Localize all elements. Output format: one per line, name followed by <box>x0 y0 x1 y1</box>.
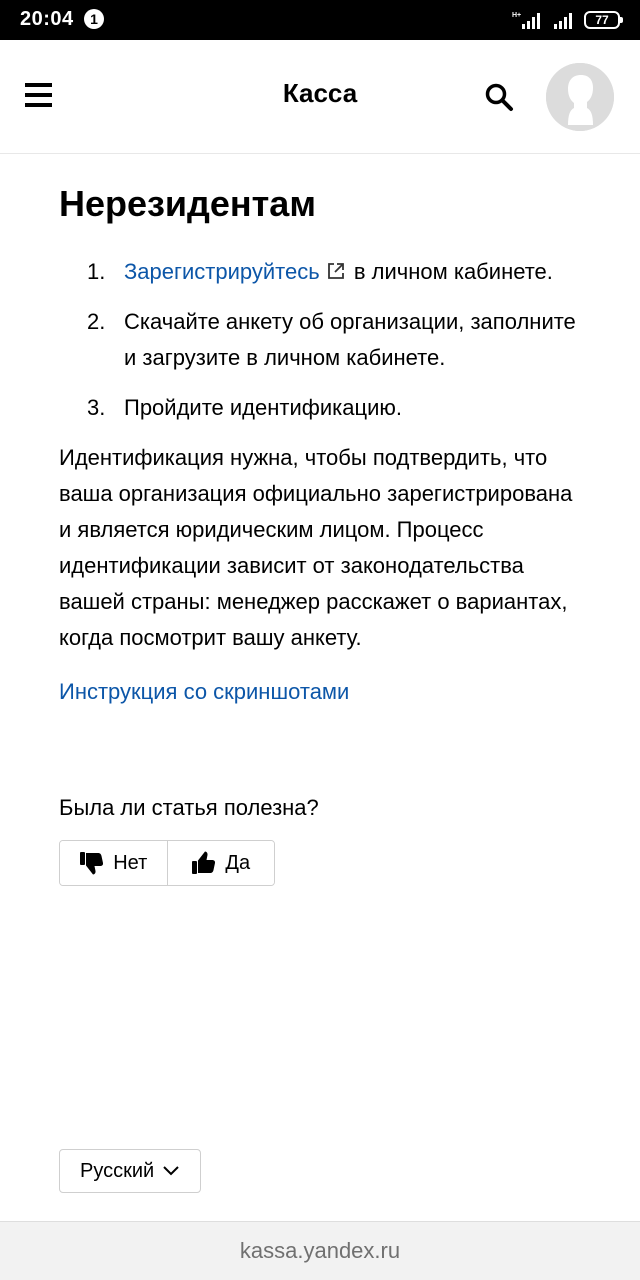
status-time: 20:04 <box>20 8 74 30</box>
svg-text:H+: H+ <box>512 12 522 19</box>
step-number: 3. <box>87 395 106 420</box>
external-link-icon[interactable] <box>326 261 346 281</box>
step-text: Скачайте анкету об организации, заполните и загрузите в личном кабинете. <box>124 309 576 370</box>
page-title: Нерезидентам <box>59 183 316 224</box>
signal-icon-2 <box>552 10 576 30</box>
register-link[interactable]: Зарегистрируйтесь <box>124 259 320 284</box>
menu-button[interactable] <box>22 78 56 112</box>
app-header <box>0 40 640 154</box>
article-content <box>59 180 589 886</box>
list-item <box>59 304 589 376</box>
browser-url-bar[interactable] <box>0 1221 640 1280</box>
thumbs-down-icon <box>79 850 105 876</box>
list-item <box>59 254 589 290</box>
feedback-no-button[interactable] <box>60 841 167 885</box>
list-item <box>59 390 589 426</box>
identification-paragraph: Идентификация нужна, чтобы подтвердить, что ваша организация официально зарегистрирована и является юридическим лицом. Процесс идентификации зависит от законодательства вашей страны: менеджер расскажет о вариантах, когда посмотрит вашу анкету. <box>59 445 573 650</box>
language-selected: Русский <box>80 1159 155 1182</box>
step-number: 1. <box>87 259 106 284</box>
notification-badge: 1 <box>84 9 104 29</box>
search-button[interactable] <box>482 80 516 114</box>
language-select[interactable] <box>59 1149 201 1193</box>
feedback-no-label: Нет <box>113 851 148 874</box>
battery-indicator: 77 <box>584 11 620 29</box>
user-avatar-icon <box>546 63 614 131</box>
instruction-link[interactable]: Инструкция со скриншотами <box>59 679 350 704</box>
feedback-yes-button[interactable] <box>167 841 275 885</box>
steps-list <box>59 254 589 426</box>
step-text: в личном кабинете. <box>347 259 553 284</box>
feedback-yes-label: Да <box>225 851 251 874</box>
hamburger-icon <box>22 78 56 112</box>
signal-icon <box>512 10 544 30</box>
thumbs-up-icon <box>191 850 217 876</box>
status-right <box>512 8 620 32</box>
feedback-question: Была ли статья полезна? <box>59 795 319 820</box>
step-text: Пройдите идентификацию. <box>124 395 402 420</box>
url-text: kassa.yandex.ru <box>239 1238 401 1263</box>
step-number: 2. <box>87 309 106 334</box>
status-bar <box>0 0 640 40</box>
avatar[interactable] <box>546 63 614 131</box>
chevron-down-icon <box>162 1165 180 1177</box>
feedback-buttons <box>59 840 275 886</box>
search-icon <box>482 80 516 114</box>
header-title: Касса <box>282 78 358 108</box>
